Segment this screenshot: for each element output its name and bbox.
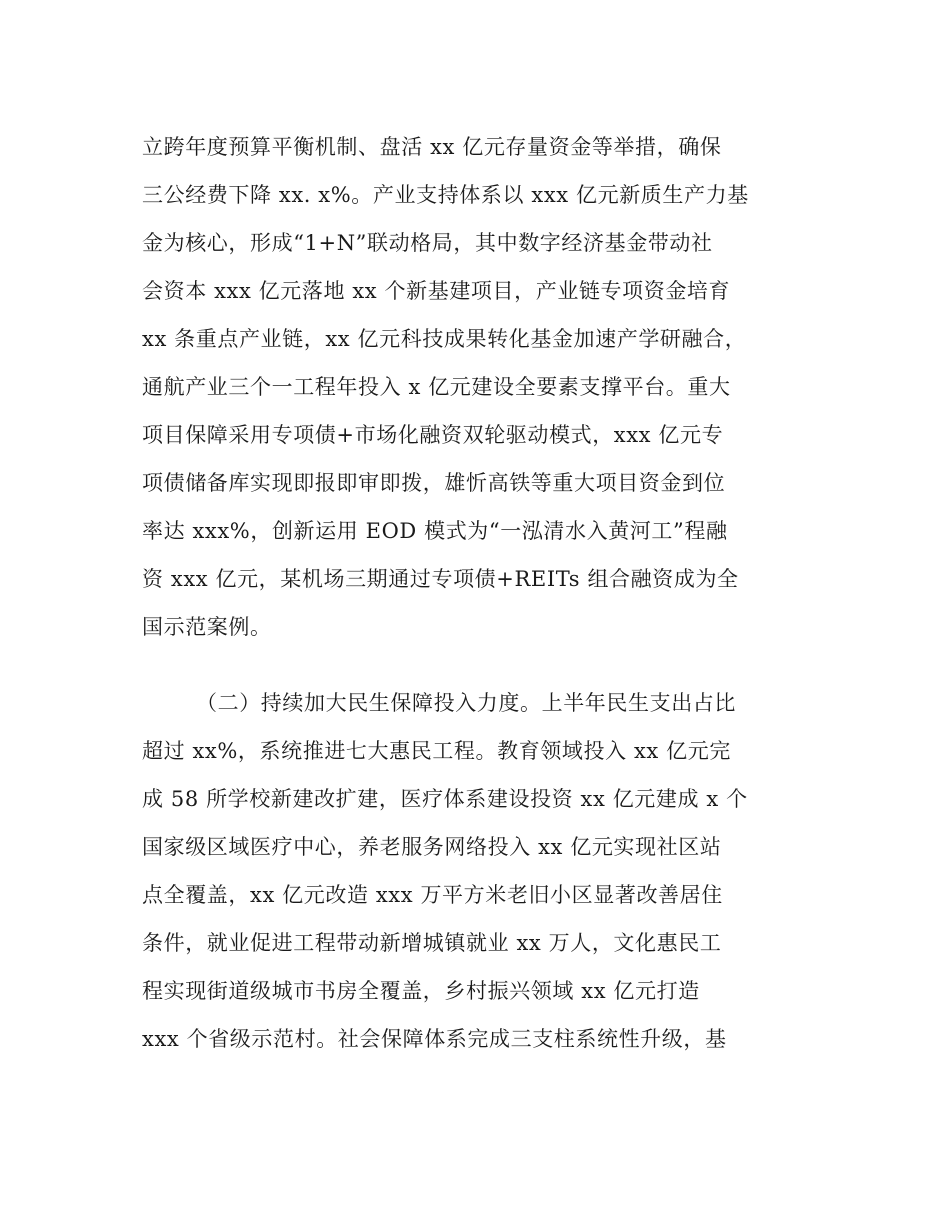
paragraph-1-line: 立跨年度预算平衡机制、盘活 xx 亿元存量资金等举措，确保 [142, 135, 722, 159]
paragraph-2-line: 条件，就业促进工程带动新增城镇就业 xx 万人，文化惠民工 [142, 931, 722, 955]
paragraph-1-line: 通航产业三个一工程年投入 x 亿元建设全要素支撑平台。重大 [142, 375, 731, 399]
paragraph-1-line: 项目保障采用专项债+市场化融资双轮驱动模式，xxx 亿元专 [142, 423, 724, 447]
paragraph-1-line: xx 条重点产业链，xx 亿元科技成果转化基金加速产学研融合， [142, 327, 747, 351]
paragraph-1-line: 项债储备库实现即报即审即拨，雄忻高铁等重大项目资金到位 [142, 471, 726, 495]
paragraph-1-line: 三公经费下降 xx. x%。产业支持体系以 xxx 亿元新质生产力基 [142, 183, 749, 207]
paragraph-2-line: 成 58 所学校新建改扩建，医疗体系建设投资 xx 亿元建成 x 个 [142, 787, 748, 811]
paragraph-1-line: 金为核心，形成“1+N”联动格局，其中数字经济基金带动社 [142, 231, 713, 255]
paragraph-2-line: 点全覆盖，xx 亿元改造 xxx 万平方米老旧小区显著改善居住 [142, 883, 723, 907]
paragraph-1-line: 国示范案例。 [142, 615, 272, 639]
paragraph-2-line: 国家级区域医疗中心，养老服务网络投入 xx 亿元实现社区站 [142, 835, 722, 859]
paragraph-1-line: 会资本 xxx 亿元落地 xx 个新基建项目，产业链专项资金培育 [142, 279, 731, 303]
paragraph-1-line: 率达 xxx%，创新运用 EOD 模式为“一泓清水入黄河工”程融 [142, 519, 728, 543]
paragraph-1-line: 资 xxx 亿元，某机场三期通过专项债+REITs 组合融资成为全 [142, 567, 739, 591]
paragraph-2-line: 程实现街道级城市书房全覆盖，乡村振兴领域 xx 亿元打造 [142, 979, 700, 1003]
paragraph-2-line: 超过 xx%，系统推进七大惠民工程。教育领域投入 xx 亿元完 [142, 739, 731, 763]
paragraph-2-heading-line: （二）持续加大民生保障投入力度。上半年民生支出占比 [196, 691, 736, 715]
paragraph-2-line: xxx 个省级示范村。社会保障体系完成三支柱系统性升级，基 [142, 1027, 727, 1051]
